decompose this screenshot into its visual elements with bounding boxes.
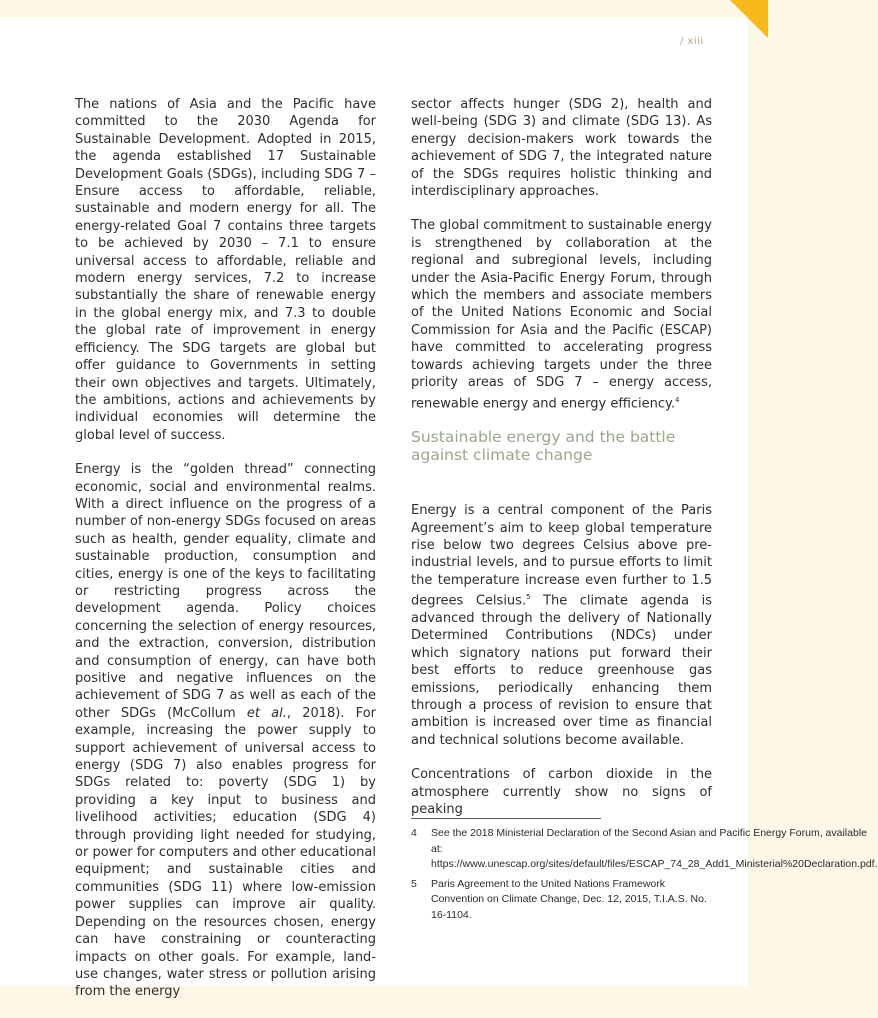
footnote-text: Paris Agreement to the United Nations Framework Convention on Climate Change, Dec. 12, 2015, T.I.A.S. No. 16-1104. bbox=[431, 877, 707, 921]
paris-agreement-paragraph bbox=[411, 502, 712, 749]
global-commitment-paragraph bbox=[411, 217, 712, 412]
corner-accent bbox=[730, 0, 768, 38]
left-column bbox=[75, 96, 376, 1018]
footnote-text: See the 2018 Ministerial Declaration of the Second Asian and Pacific Energy Forum, available at: https://www.unescap.org/sites/default/files/ESCAP_74_28_Add1_Ministerial%20Declaration.pdf. bbox=[431, 827, 878, 870]
section-heading: Sustainable energy and the battle against climate change bbox=[411, 428, 676, 465]
footnote-ref-5[interactable]: 5 bbox=[526, 593, 531, 602]
footnote-item bbox=[411, 826, 878, 873]
footnote-ref-4[interactable]: 4 bbox=[675, 395, 680, 404]
citation-italic: et al. bbox=[246, 705, 287, 721]
footnote-item bbox=[411, 877, 711, 924]
footnotes bbox=[411, 826, 878, 927]
intro-paragraph: The nations of Asia and the Pacific have committed to the 2030 Agenda for Sustainable Development. Adopted in 2015, the agenda established 17 Sustainable Development Goals (SDGs), including SDG 7 – Ensure access to affordable, reliable, sustainable and modern energy for all. The energy-related Goal 7 contains three targets to be achieved by 2030 – 7.1 to ensure universal access to affordable, reliable and modern energy services, 7.2 to increase substantially the share of renewable energy in the global energy mix, and 7.3 to double the global rate of improvement in energy efficiency. The SDG targets are global but offer guidance to Governments in setting their own objectives and targets. Ultimately, the ambitions, actions and achievements by individual economies will determine the global level of success. bbox=[75, 97, 376, 443]
footnote-number: 5 bbox=[411, 877, 417, 890]
page-number: / xiii bbox=[680, 36, 704, 47]
carbon-dioxide-paragraph: Concentrations of carbon dioxide in the atmosphere currently show no signs of peaking bbox=[411, 767, 712, 818]
footnote-divider bbox=[411, 818, 601, 819]
continued-paragraph: sector affects hunger (SDG 2), health and well-being (SDG 3) and climate (SDG 13). As energy decision-makers work towards the achievement of SDG 7, the integrated nature of the SDGs requires holistic thinking and interdisciplinary approaches. bbox=[411, 97, 712, 200]
footnote-number: 4 bbox=[411, 827, 417, 839]
paragraph-text: The climate agenda is advanced through the delivery of Nationally Determined Contributions (NDCs) under which signatory nations put forward their best efforts to reduce greenhouse gas emissions, periodically enhancing them through a process of revision to ensure that ambition is increased over time as financial and technical solutions become available. bbox=[411, 593, 712, 748]
paragraph-text: Energy is a central component of the Paris Agreement’s aim to keep global temperature rise below two degrees Celsius above pre-industrial levels, and to pursue efforts to limit the temperature increase even further to 1.5 degrees Celsius. bbox=[411, 503, 712, 609]
golden-thread-paragraph bbox=[75, 461, 376, 1001]
paragraph-text: The global commitment to sustainable energy is strengthened by collaboration at the regional and subregional levels, including under the Asia-Pacific Energy Forum, through which the members and associate members of the United Nations Economic and Social Commission for Asia and the Pacific (ESCAP) have committed to accelerating progress towards achieving targets under the three priority areas of SDG 7 – energy access, renewable energy and energy efficiency. bbox=[411, 218, 712, 411]
right-column bbox=[411, 96, 712, 835]
paragraph-text: Energy is the “golden thread” connecting economic, social and environmental realms. With a direct influence on the progress of a number of non-energy SDGs focused on areas such as health, gender equality, climate and sustainable production, consumption and cities, energy is one of the keys to facilitating or restricting progress across the development agenda. Policy choices concerning the selection of energy resources, and the extraction, conversion, distribution and consumption of energy, can have both positive and negative influences on the achievement of SDG 7 as well as each of the other SDGs (McCollum bbox=[75, 462, 376, 721]
paragraph-text: , 2018). For example, increasing the power supply to support achievement of universal access to energy (SDG 7) also enables progress for SDGs related to: poverty (SDG 1) by providing a key input to business and livelihood activities; education (SDG 4) through providing light needed for studying, or power for computers and other educational equipment; and sustainable cities and communities (SDG 11) where low-emission power supplies can improve air quality. Depending on the resources chosen, energy can have constraining or counteracting impacts on other goals. For example, land-use changes, water stress or pollution arising from the energy bbox=[75, 705, 376, 1000]
